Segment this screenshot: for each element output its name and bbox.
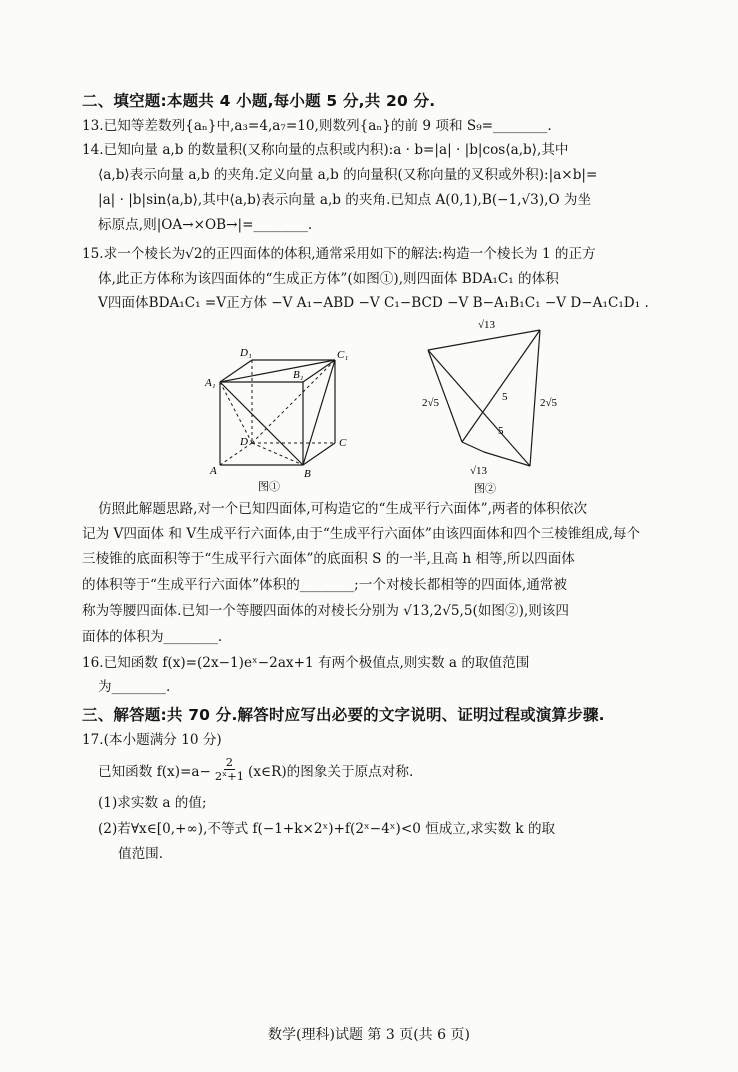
question-13: 13.已知等差数列{aₙ}中,a₃=4,a₇=10,则数列{aₙ}的前 9 项和 S₉=________. [82, 118, 552, 134]
label-mid-edge-1: 5 [502, 391, 508, 403]
label-top-edge: √13 [478, 319, 496, 331]
label-C: C [339, 437, 347, 449]
question-17-stem [98, 756, 413, 783]
question-17-part-1: (1)求实数 a 的值; [98, 795, 207, 811]
fraction-denominator: 2ˣ+1 [214, 769, 245, 783]
question-15-para-3: 三棱锥的底面积等于“生成平行六面体”的底面积 S 的一半,且高 h 相等,所以四面体 [82, 551, 575, 567]
question-17-stem-prefix: 已知函数 f(x)=a− [98, 763, 211, 780]
label-bottom-edge: √13 [470, 465, 488, 477]
edge-back-diagonal [428, 350, 530, 466]
label-right-edge: 2√5 [540, 397, 558, 409]
question-14-line-3: |a| · |b|sin⟨a,b⟩,其中⟨a,b⟩表示向量 a,b 的夹角.已知点 A(0,1),B(−1,√3),O 为坐 [98, 192, 592, 208]
question-17-header: 17.(本小题满分 10 分) [82, 732, 222, 748]
edge-bottom-a [462, 442, 484, 452]
label-B: B [304, 468, 311, 480]
label-D1: D₁ [240, 347, 252, 359]
edge-top [428, 330, 540, 350]
fraction [213, 756, 246, 783]
label-B1: B₁ [293, 369, 304, 381]
page-footer: 数学(理科)试题 第 3 页(共 6 页) [268, 1027, 470, 1043]
section-title-fill-in: 二、填空题:本题共 4 小题,每小题 5 分,共 20 分. [82, 92, 436, 110]
question-16-line-2: 为________. [98, 679, 171, 695]
label-D: D [240, 436, 248, 448]
edge-right [530, 330, 540, 466]
question-14-line-2: ⟨a,b⟩表示向量 a,b 的夹角.定义向量 a,b 的向量积(又称向量的叉积或外积):|a×b|= [98, 167, 598, 183]
question-17-stem-suffix: (x∈R)的图象关于原点对称. [248, 763, 414, 780]
tetra-edge [303, 360, 335, 465]
label-mid-edge-2: 5 [498, 425, 504, 437]
edge-left [428, 350, 462, 442]
question-17-part-2-line-1: (2)若∀x∈[0,+∞),不等式 f(−1+k×2ˣ)+f(2ˣ−4ˣ)<0 恒成立,求实数 k 的取 [98, 821, 556, 837]
label-A: A [210, 465, 217, 477]
fraction-numerator: 2 [225, 755, 234, 769]
figure-2-tetrahedron [416, 316, 576, 496]
tetra-edge [220, 382, 303, 465]
label-A1: A₁ [205, 377, 216, 389]
question-15-volume-formula: V四面体BDA₁C₁ =V正方体 −V A₁−ABD −V C₁−BCD −V B−A₁B₁C₁ −V D−A₁C₁D₁ . [98, 295, 649, 311]
figure-2-caption: 图② [474, 483, 496, 495]
section-title-solutions: 三、解答题:共 70 分.解答时应写出必要的文字说明、证明过程或演算步骤. [82, 706, 605, 724]
question-15-para-4: 的体积等于“生成平行六面体”体积的________;一个对棱长都相等的四面体,通常被 [82, 577, 567, 593]
question-15-para-1: 仿照此解题思路,对一个已知四面体,可构造它的“生成平行六面体”,两者的体积依次 [98, 501, 588, 517]
question-15-para-2: 记为 V四面体 和 V生成平行六面体,由于“生成平行六面体”由该四面体和四个三棱锥组成,每个 [82, 526, 641, 542]
question-15-line-1: 15.求一个棱长为√2的正四面体的体积,通常采用如下的解法:构造一个棱长为 1 的正方 [82, 246, 596, 262]
question-15-line-2: 体,此正方体称为该四面体的“生成正方体”(如图①),则四面体 BDA₁C₁ 的体积 [98, 271, 559, 287]
question-17-part-2-line-2: 值范围. [118, 846, 164, 862]
question-15-para-5: 称为等腰四面体.已知一个等腰四面体的对棱长分别为 √13,2√5,5(如图②),则该四 [82, 603, 569, 619]
tetra-edge [220, 360, 335, 382]
cube-edge [303, 443, 335, 465]
tetra-hidden-edge [220, 382, 252, 443]
question-15-para-6: 面体的体积为________. [82, 629, 223, 645]
label-C1: C₁ [337, 349, 349, 361]
question-14-line-1: 14.已知向量 a,b 的数量积(又称向量的点积或内积):a · b=|a| · |b|cos⟨a,b⟩,其中 [82, 142, 569, 158]
figure-1-cube [196, 340, 366, 495]
question-16-line-1: 16.已知函数 f(x)=(2x−1)eˣ−2ax+1 有两个极值点,则实数 a 的取值范围 [82, 655, 530, 671]
figure-1-caption: 图① [258, 481, 280, 493]
label-left-edge: 2√5 [422, 397, 440, 409]
tetra-hidden-edge [252, 443, 303, 465]
question-14-line-4: 标原点,则|OA→×OB→|=________. [98, 217, 313, 233]
